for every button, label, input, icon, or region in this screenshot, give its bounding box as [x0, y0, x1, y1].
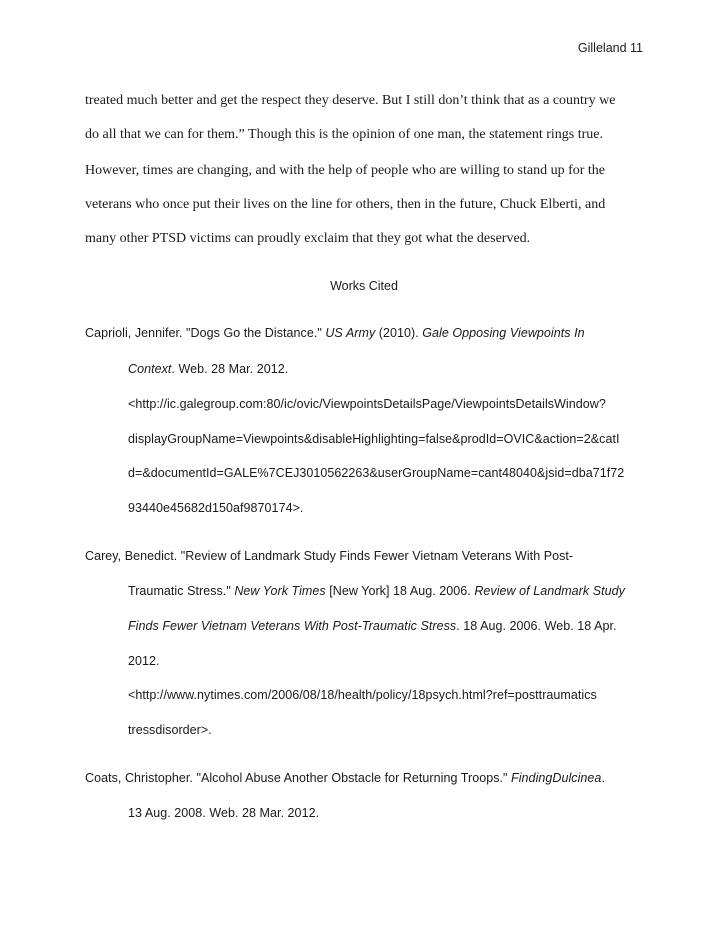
citation-line [128, 619, 617, 633]
citation-line: Carey, Benedict. "Review of Landmark Study Finds Fewer Vietnam Veterans With Post- [85, 549, 574, 563]
citation-text: (2010). [375, 326, 423, 340]
citation-italic: Context [128, 362, 172, 376]
citation-line: 2012. [128, 654, 160, 668]
citation-line [85, 771, 605, 785]
citation-italic: Finds Fewer Vietnam Veterans With Post-Traumatic Stress [128, 619, 457, 633]
citation-url-line: <http://www.nytimes.com/2006/08/18/health/policy/18psych.html?ref=posttraumatics [128, 688, 597, 702]
body-line: However, times are changing, and with the help of people who are willing to stand up for the [85, 163, 606, 178]
citation-text: Caprioli, Jennifer. "Dogs Go the Distance." [85, 326, 326, 340]
citation-line [128, 362, 288, 376]
citation-url-line: tressdisorder>. [128, 723, 212, 737]
body-line: do all that we can for them.” Though this is the opinion of one man, the statement rings true. [85, 127, 604, 142]
citation-text: Traumatic Stress." [128, 584, 235, 598]
citation-url-line: displayGroupName=Viewpoints&disableHighlighting=false&prodId=OVIC&action=2&catI [128, 432, 620, 446]
citation-italic: Review of Landmark Study [474, 584, 625, 598]
citation-text: Coats, Christopher. "Alcohol Abuse Another Obstacle for Returning Troops." [85, 771, 512, 785]
citation-url-line: <http://ic.galegroup.com:80/ic/ovic/ViewpointsDetailsPage/ViewpointsDetailsWindow? [128, 397, 606, 411]
citation-line [85, 326, 585, 340]
works-cited-title: Works Cited [330, 279, 398, 293]
citation-italic: New York Times [234, 584, 326, 598]
citation-italic: Gale Opposing Viewpoints In [422, 326, 585, 340]
citation-line [128, 584, 625, 598]
citation-italic: FindingDulcinea [511, 771, 602, 785]
citation-italic: US Army [325, 326, 376, 340]
citation-text: . 18 Aug. 2006. Web. 18 Apr. [456, 619, 617, 633]
body-line: treated much better and get the respect they deserve. But I still don’t think that as a country we [85, 93, 616, 108]
body-line: veterans who once put their lives on the line for others, then in the future, Chuck Elberti, and [85, 197, 606, 212]
citation-url-line: 93440e45682d150af9870174>. [128, 501, 304, 515]
citation-line: 13 Aug. 2008. Web. 28 Mar. 2012. [128, 806, 320, 820]
citation-text: [New York] 18 Aug. 2006. [325, 584, 475, 598]
page-header: Gilleland 11 [577, 41, 643, 55]
citation-text: . Web. 28 Mar. 2012. [171, 362, 289, 376]
citation-text: . [601, 771, 605, 785]
body-line: many other PTSD victims can proudly exclaim that they got what the deserved. [85, 231, 531, 246]
citation-url-line: d=&documentId=GALE%7CEJ3010562263&userGroupName=cant48040&jsid=dba71f72 [128, 466, 625, 480]
